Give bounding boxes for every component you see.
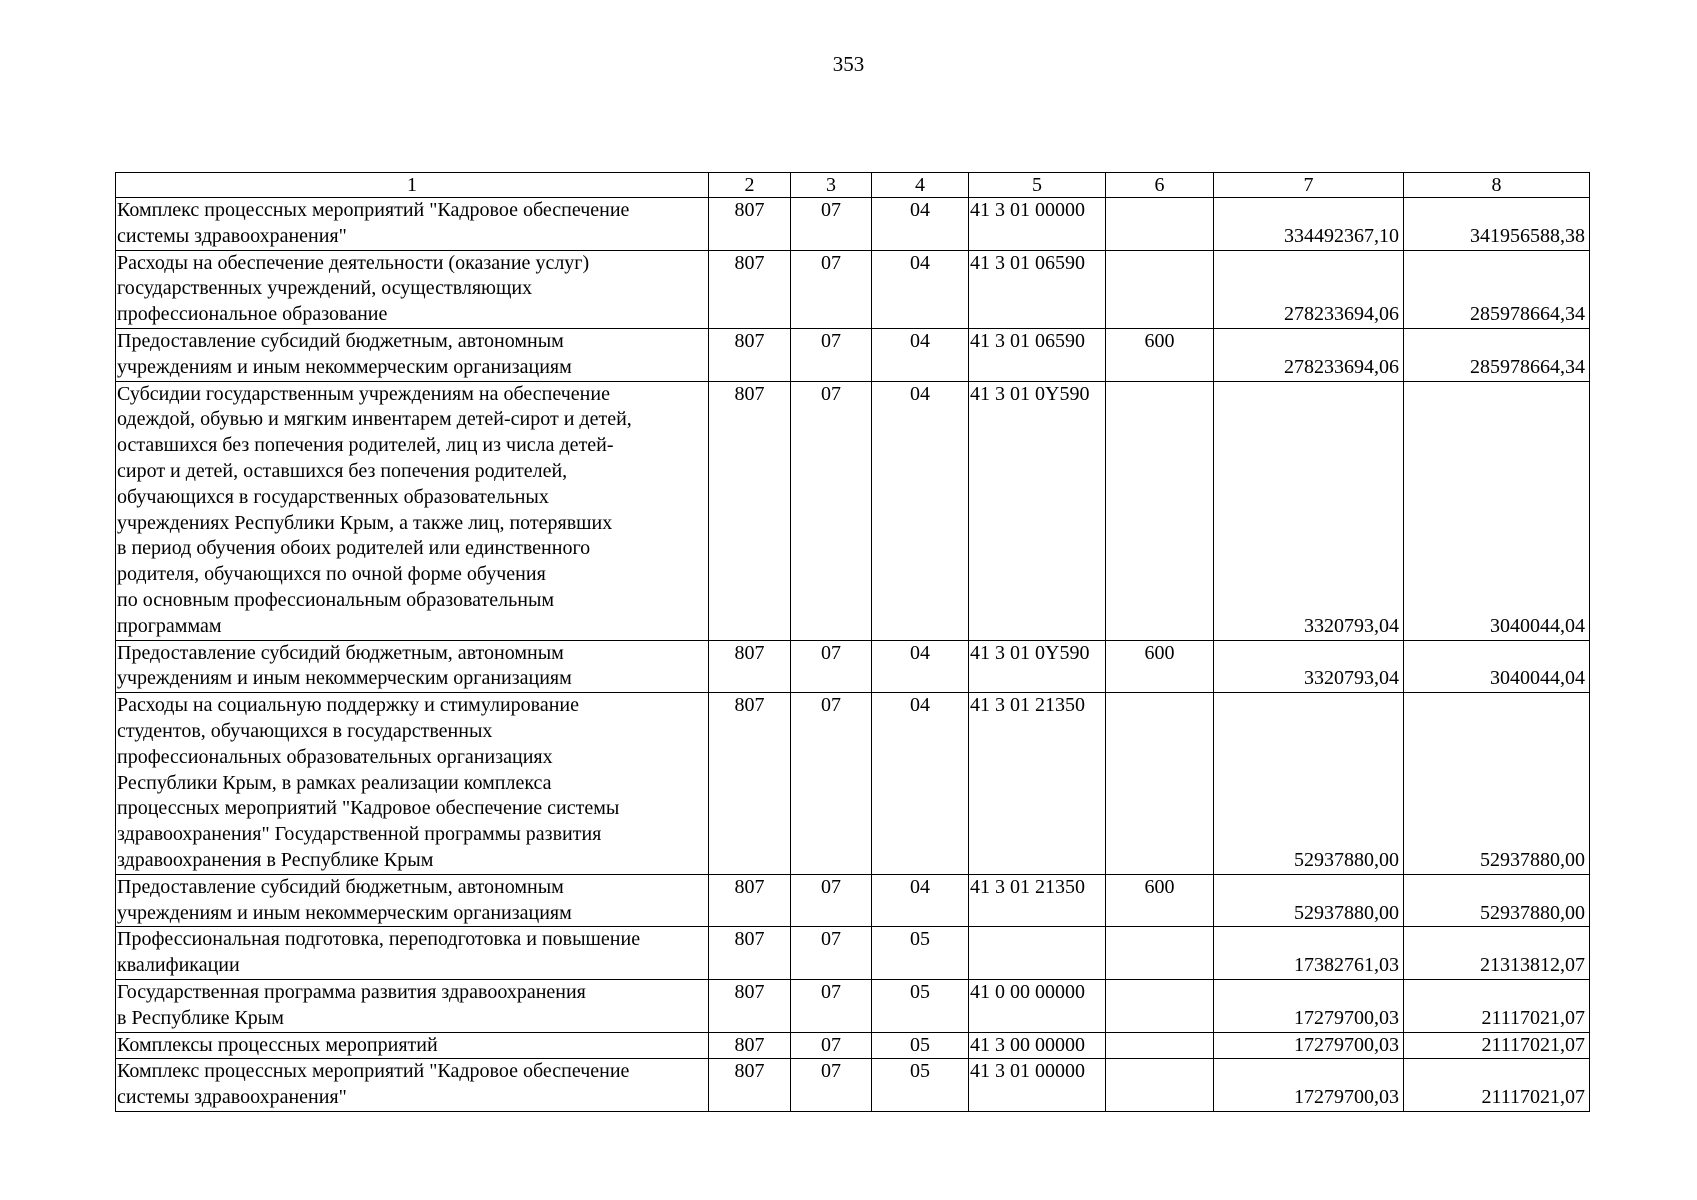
header-cell: 3 — [791, 173, 872, 198]
cell-amount-col8: 21117021,07 — [1404, 1032, 1590, 1059]
cell-amount-col8: 21313812,07 — [1404, 927, 1590, 980]
header-cell: 7 — [1214, 173, 1404, 198]
cell-amount-col8: 285978664,34 — [1404, 328, 1590, 381]
cell-target-article: 41 3 01 06590 — [969, 250, 1106, 328]
cell-amount-col8: 3040044,04 — [1404, 381, 1590, 640]
cell-subsection-code: 04 — [872, 250, 969, 328]
cell-expense-type: 600 — [1106, 640, 1214, 693]
row-description: Предоставление субсидий бюджетным, автономным учреждениям и иным некоммерческим организациям — [116, 874, 709, 927]
cell-subsection-code: 05 — [872, 1059, 969, 1112]
cell-amount-col7: 334492367,10 — [1214, 198, 1404, 251]
cell-subsection-code: 05 — [872, 927, 969, 980]
cell-amount-col8: 21117021,07 — [1404, 979, 1590, 1032]
row-description: Расходы на социальную поддержку и стимулирование студентов, обучающихся в государственных профессиональных образовательных организациях Республики Крым, в рамках реализации комплекса процессных мероприятий "Кадровое обеспечение системы здравоохранения" Государственной программы развития здравоохранения в Республике Крым — [116, 693, 709, 875]
table-row — [116, 693, 1590, 875]
cell-section-code: 07 — [791, 1059, 872, 1112]
cell-amount-col8: 21117021,07 — [1404, 1059, 1590, 1112]
table-row — [116, 198, 1590, 251]
cell-amount-col8: 3040044,04 — [1404, 640, 1590, 693]
header-cell: 5 — [969, 173, 1106, 198]
cell-target-article: 41 3 01 21350 — [969, 693, 1106, 875]
cell-target-article: 41 0 00 00000 — [969, 979, 1106, 1032]
cell-amount-col7: 52937880,00 — [1214, 693, 1404, 875]
cell-target-article: 41 3 00 00000 — [969, 1032, 1106, 1059]
cell-subsection-code: 05 — [872, 1032, 969, 1059]
cell-section-code: 07 — [791, 381, 872, 640]
row-description: Комплексы процессных мероприятий — [116, 1032, 709, 1059]
cell-subsection-code: 05 — [872, 979, 969, 1032]
cell-target-article: 41 3 01 00000 — [969, 1059, 1106, 1112]
cell-subsection-code: 04 — [872, 640, 969, 693]
cell-expense-type — [1106, 927, 1214, 980]
row-description: Предоставление субсидий бюджетным, автономным учреждениям и иным некоммерческим организациям — [116, 328, 709, 381]
cell-ministry-code: 807 — [709, 381, 791, 640]
cell-section-code: 07 — [791, 640, 872, 693]
header-cell: 4 — [872, 173, 969, 198]
cell-section-code: 07 — [791, 693, 872, 875]
table-row — [116, 1032, 1590, 1059]
cell-target-article — [969, 927, 1106, 980]
cell-expense-type — [1106, 381, 1214, 640]
row-description: Предоставление субсидий бюджетным, автономным учреждениям и иным некоммерческим организациям — [116, 640, 709, 693]
cell-target-article: 41 3 01 00000 — [969, 198, 1106, 251]
cell-expense-type: 600 — [1106, 328, 1214, 381]
table-row — [116, 640, 1590, 693]
cell-amount-col8: 341956588,38 — [1404, 198, 1590, 251]
cell-amount-col8: 52937880,00 — [1404, 693, 1590, 875]
cell-amount-col7: 278233694,06 — [1214, 328, 1404, 381]
budget-table — [115, 172, 1590, 1112]
cell-amount-col8: 285978664,34 — [1404, 250, 1590, 328]
table-row — [116, 1059, 1590, 1112]
cell-section-code: 07 — [791, 874, 872, 927]
cell-expense-type — [1106, 693, 1214, 875]
cell-subsection-code: 04 — [872, 381, 969, 640]
cell-subsection-code: 04 — [872, 328, 969, 381]
cell-ministry-code: 807 — [709, 640, 791, 693]
cell-subsection-code: 04 — [872, 198, 969, 251]
cell-section-code: 07 — [791, 927, 872, 980]
cell-amount-col7: 278233694,06 — [1214, 250, 1404, 328]
header-cell: 2 — [709, 173, 791, 198]
row-description: Профессиональная подготовка, переподготовка и повышение квалификации — [116, 927, 709, 980]
table-row — [116, 927, 1590, 980]
table-row — [116, 250, 1590, 328]
cell-ministry-code: 807 — [709, 198, 791, 251]
cell-ministry-code: 807 — [709, 874, 791, 927]
cell-section-code: 07 — [791, 250, 872, 328]
cell-subsection-code: 04 — [872, 693, 969, 875]
cell-amount-col7: 17279700,03 — [1214, 979, 1404, 1032]
cell-expense-type — [1106, 250, 1214, 328]
cell-section-code: 07 — [791, 328, 872, 381]
cell-amount-col7: 52937880,00 — [1214, 874, 1404, 927]
row-description: Расходы на обеспечение деятельности (оказание услуг) государственных учреждений, осуществляющих профессиональное образование — [116, 250, 709, 328]
cell-ministry-code: 807 — [709, 979, 791, 1032]
row-description: Государственная программа развития здравоохранения в Республике Крым — [116, 979, 709, 1032]
table-row — [116, 328, 1590, 381]
header-cell: 6 — [1106, 173, 1214, 198]
cell-ministry-code: 807 — [709, 250, 791, 328]
cell-ministry-code: 807 — [709, 1032, 791, 1059]
row-description: Субсидии государственным учреждениям на обеспечение одеждой, обувью и мягким инвентарем детей-сирот и детей, оставшихся без попечения родителей, лиц из числа детей- сирот и детей, оставшихся без попечения родителей, обучающихся в государственных образовательных учреждениях Республики Крым, а также лиц, потерявших в период обучения обоих родителей или единственного родителя, обучающихся по очной форме обучения по основным профессиональным образовательным программам — [116, 381, 709, 640]
table-row — [116, 979, 1590, 1032]
cell-target-article: 41 3 01 0Y590 — [969, 640, 1106, 693]
table-row — [116, 381, 1590, 640]
header-cell: 1 — [116, 173, 709, 198]
cell-expense-type — [1106, 198, 1214, 251]
cell-ministry-code: 807 — [709, 693, 791, 875]
cell-expense-type — [1106, 1059, 1214, 1112]
cell-target-article: 41 3 01 21350 — [969, 874, 1106, 927]
cell-ministry-code: 807 — [709, 328, 791, 381]
header-cell: 8 — [1404, 173, 1590, 198]
table-body — [116, 173, 1590, 1112]
cell-amount-col7: 17382761,03 — [1214, 927, 1404, 980]
table-row — [116, 874, 1590, 927]
cell-section-code: 07 — [791, 198, 872, 251]
cell-amount-col7: 3320793,04 — [1214, 381, 1404, 640]
cell-amount-col7: 3320793,04 — [1214, 640, 1404, 693]
row-description: Комплекс процессных мероприятий "Кадровое обеспечение системы здравоохранения" — [116, 1059, 709, 1112]
cell-section-code: 07 — [791, 1032, 872, 1059]
cell-section-code: 07 — [791, 979, 872, 1032]
cell-expense-type — [1106, 979, 1214, 1032]
cell-amount-col7: 17279700,03 — [1214, 1059, 1404, 1112]
page-number: 353 — [832, 52, 865, 76]
cell-amount-col8: 52937880,00 — [1404, 874, 1590, 927]
row-description: Комплекс процессных мероприятий "Кадровое обеспечение системы здравоохранения" — [116, 198, 709, 251]
cell-expense-type — [1106, 1032, 1214, 1059]
cell-target-article: 41 3 01 06590 — [969, 328, 1106, 381]
cell-ministry-code: 807 — [709, 1059, 791, 1112]
cell-target-article: 41 3 01 0Y590 — [969, 381, 1106, 640]
header-row — [116, 173, 1590, 198]
cell-ministry-code: 807 — [709, 927, 791, 980]
cell-subsection-code: 04 — [872, 874, 969, 927]
cell-expense-type: 600 — [1106, 874, 1214, 927]
cell-amount-col7: 17279700,03 — [1214, 1032, 1404, 1059]
